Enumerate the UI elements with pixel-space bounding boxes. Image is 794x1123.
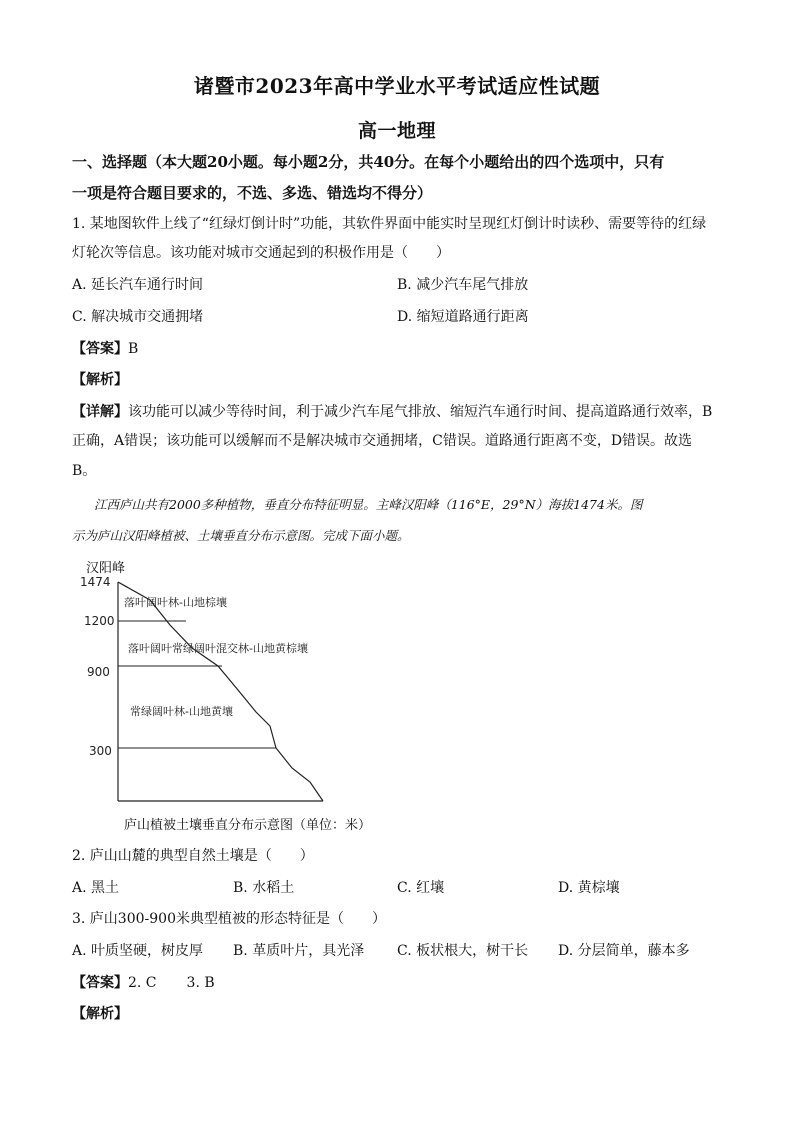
q1-detail-line1	[72, 401, 712, 422]
page-subtitle: 高一地理	[357, 120, 436, 142]
q1-stem-line1: 1. 某地图软件上线了“红绿灯倒计时”功能，其软件界面中能实时呈现红灯倒计时读秒、需要等待的红绿	[72, 216, 707, 232]
tick-900: 900	[87, 665, 110, 679]
q3-option-a: A. 叶质坚硬，树皮厚	[72, 943, 204, 959]
detail-label: 【详解】	[72, 404, 128, 420]
page-title: 诸暨市2023年高中学业水平考试适应性试题	[193, 74, 601, 98]
zone-label-middle: 落叶阔叶常绿阔叶混交林-山地黄棕壤	[128, 642, 308, 655]
answer-3: 3. B	[186, 975, 215, 991]
q23-analysis-label: 【解析】	[72, 1006, 128, 1022]
material-line1: 江西庐山共有2000多种植物，垂直分布特征明显。主峰汉阳峰（116°E，29°N）海拔1474米。图	[94, 497, 643, 512]
q3-option-d: D. 分层简单，藤本多	[558, 943, 690, 959]
q1-option-c: C. 解决城市交通拥堵	[72, 309, 204, 325]
tick-1200: 1200	[84, 614, 115, 628]
answer-label: 【答案】	[72, 975, 128, 991]
q1-detail-line2: 正确，A错误；该功能可以缓解而不是解决城市交通拥堵，C错误。道路通行距离不变，D错误。故选	[72, 433, 693, 449]
q1-stem-line2: 灯轮次等信息。该功能对城市交通起到的积极作用是（ ）	[72, 245, 450, 261]
q3-stem: 3. 庐山300-900米典型植被的形态特征是（ ）	[72, 911, 386, 927]
q23-answer	[72, 972, 215, 993]
q1-analysis-label: 【解析】	[72, 372, 128, 388]
q2-option-a: A. 黑土	[72, 880, 120, 896]
detail-text: 该功能可以减少等待时间，利于减少汽车尾气排放、缩短汽车通行时间、提高道路通行效率，B	[128, 404, 713, 420]
material-line2: 示为庐山汉阳峰植被、土壤垂直分布示意图。完成下面小题。	[72, 528, 410, 543]
q2-stem: 2. 庐山山麓的典型自然土壤是（ ）	[72, 848, 314, 864]
answer-label: 【答案】	[72, 341, 128, 357]
q1-detail-line3: B。	[72, 463, 97, 479]
figure-caption: 庐山植被土壤垂直分布示意图（单位：米）	[124, 818, 372, 833]
tick-300: 300	[89, 744, 112, 758]
q2-option-c: C. 红壤	[397, 880, 445, 896]
section-heading-line1: 一、选择题（本大题20小题。每小题2分，共40分。在每个小题给出的四个选项中，只有	[72, 153, 665, 171]
q3-option-b: B. 革质叶片，具光泽	[233, 943, 365, 959]
q2-option-d: D. 黄棕壤	[558, 880, 620, 896]
tick-1474: 1474	[80, 575, 111, 589]
vertical-zonation-figure	[70, 570, 370, 810]
q2-option-b: B. 水稻土	[233, 880, 295, 896]
figure-peak-label: 汉阳峰	[86, 561, 126, 576]
q1-option-b: B. 减少汽车尾气排放	[397, 277, 529, 293]
section-heading-line2: 一项是符合题目要求的，不选、多选、错选均不得分）	[72, 184, 433, 202]
q1-option-a: A. 延长汽车通行时间	[72, 277, 204, 293]
answer-value: B	[128, 341, 139, 357]
zone-label-top: 落叶阔叶林-山地棕壤	[124, 596, 227, 609]
zone-label-bottom: 常绿阔叶林-山地黄壤	[130, 705, 233, 718]
q3-option-c: C. 板状根大，树干长	[397, 943, 529, 959]
q1-answer	[72, 338, 138, 359]
mountain-slope	[118, 582, 323, 801]
q1-option-d: D. 缩短道路通行距离	[397, 309, 529, 325]
answer-2: 2. C	[128, 975, 157, 991]
